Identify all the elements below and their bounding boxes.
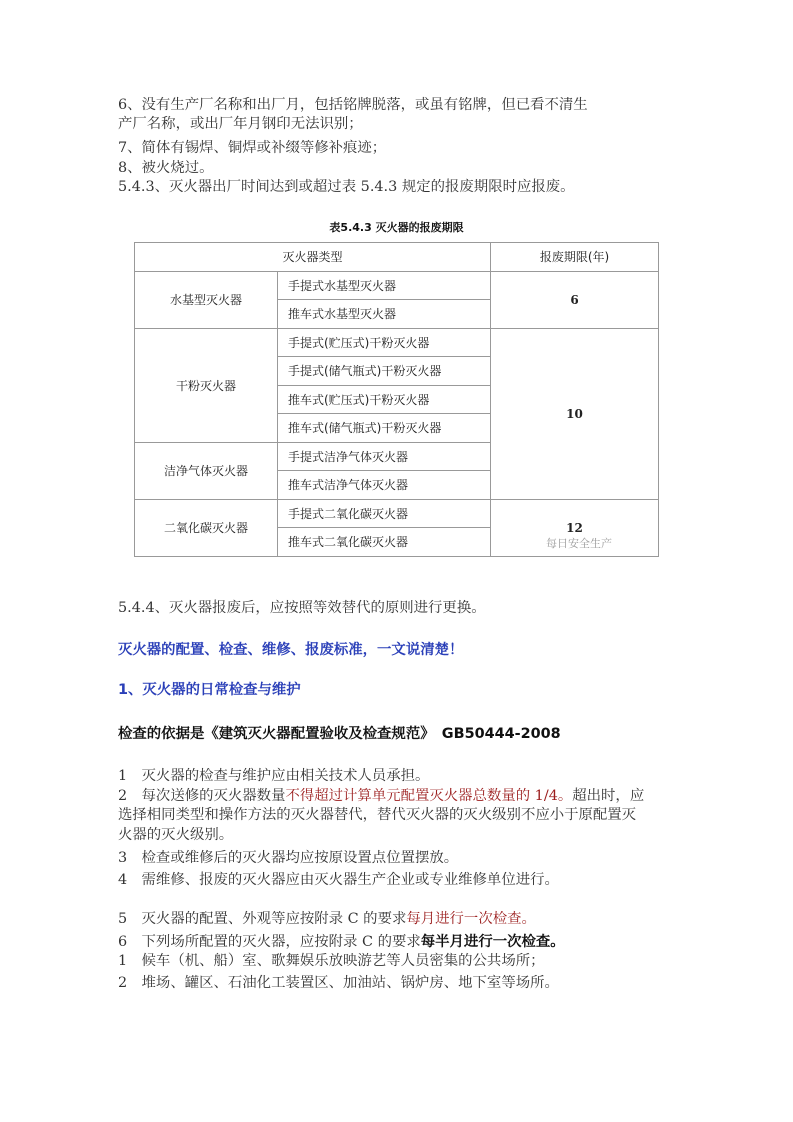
article-heading: 灭火器的配置、检查、维修、报废标准，一文说清楚！ xyxy=(118,642,464,658)
table-row xyxy=(135,328,659,357)
disposal-period-table xyxy=(134,242,659,557)
category-cell: 干粉灭火器 xyxy=(135,328,278,442)
years-cell: 6 xyxy=(491,271,659,328)
item-cell: 推车式二氧化碳灭火器 xyxy=(278,528,491,557)
header-years: 报废期限(年) xyxy=(491,243,659,272)
text-line: 产厂名称，或出厂年月钢印无法识别； xyxy=(118,116,363,132)
item-cell: 手提式(贮压式)干粉灭火器 xyxy=(278,328,491,357)
list-item xyxy=(118,932,565,952)
text-line: 7、简体有锡焊、铜焊或补缀等修补痕迹； xyxy=(118,140,387,156)
bold-text: 每半月进行一次检查。 xyxy=(420,933,565,950)
category-cell: 水基型灭火器 xyxy=(135,271,278,328)
list-item: 1 候车（机、船）室、歌舞娱乐放映游艺等人员密集的公共场所； xyxy=(118,953,545,969)
item-cell: 推车式(储气瓶式)干粉灭火器 xyxy=(278,414,491,443)
item-cell: 手提式水基型灭火器 xyxy=(278,271,491,300)
years-cell: 12 xyxy=(491,499,659,556)
item-cell: 手提式二氧化碳灭火器 xyxy=(278,499,491,528)
table-row xyxy=(135,271,659,300)
text-line: 5.4.4、灭火器报废后，应按照等效替代的原则进行更换。 xyxy=(118,600,486,616)
list-item-cont: 火器的灭火级别。 xyxy=(118,827,234,843)
text-line: 5.4.3、灭火器出厂时间达到或超过表 5.4.3 规定的报废期限时应报废。 xyxy=(118,179,575,195)
section-heading: 1、灭火器的日常检查与维护 xyxy=(118,682,301,698)
text: 超出时，应 xyxy=(572,788,645,804)
years-cell: 10 xyxy=(491,328,659,499)
text: 5 灭火器的配置、外观等应按附录 C 的要求 xyxy=(118,911,407,927)
text: 2 每次送修的灭火器数量 xyxy=(118,788,286,804)
highlight-text: 每月进行一次检查。 xyxy=(406,911,536,927)
list-item-cont: 选择相同类型和操作方法的灭火器替代，替代灭火器的灭火级别不应小于原配置灭 xyxy=(118,807,637,823)
category-cell: 二氧化碳灭火器 xyxy=(135,499,278,556)
list-item: 3 检查或维修后的灭火器均应按原设置点位置摆放。 xyxy=(118,850,459,866)
table-row xyxy=(135,499,659,528)
item-cell: 手提式(储气瓶式)干粉灭火器 xyxy=(278,357,491,386)
item-cell: 推车式水基型灭火器 xyxy=(278,300,491,329)
text-line: 8、被火烧过。 xyxy=(118,160,214,176)
basis-line: 检查的依据是《建筑灭火器配置验收及检查规范》 GB50444-2008 xyxy=(118,726,561,742)
header-type: 灭火器类型 xyxy=(135,243,491,272)
item-cell: 手提式洁净气体灭火器 xyxy=(278,442,491,471)
text: 6 下列场所配置的灭火器，应按附录 C 的要求 xyxy=(118,934,421,950)
list-item: 2 堆场、罐区、石油化工装置区、加油站、锅炉房、地下室等场所。 xyxy=(118,975,559,991)
item-cell: 推车式洁净气体灭火器 xyxy=(278,471,491,500)
table-title: 表5.4.3 灭火器的报废期限 xyxy=(329,221,464,234)
list-item xyxy=(118,787,644,806)
list-item xyxy=(118,910,536,929)
list-item: 1 灭火器的检查与维护应由相关技术人员承担。 xyxy=(118,768,430,784)
category-cell: 洁净气体灭火器 xyxy=(135,442,278,499)
item-cell: 推车式(贮压式)干粉灭火器 xyxy=(278,385,491,414)
watermark: 每日安全生产 xyxy=(546,537,612,550)
list-item: 4 需维修、报废的灭火器应由灭火器生产企业或专业维修单位进行。 xyxy=(118,872,559,888)
highlight-text: 不得超过计算单元配置灭火器总数量的 1/4。 xyxy=(285,788,573,804)
table-header-row xyxy=(135,243,659,272)
text-line: 6、没有生产厂名称和出厂月，包括铭牌脱落，或虽有铭牌，但已看不清生 xyxy=(118,97,588,113)
